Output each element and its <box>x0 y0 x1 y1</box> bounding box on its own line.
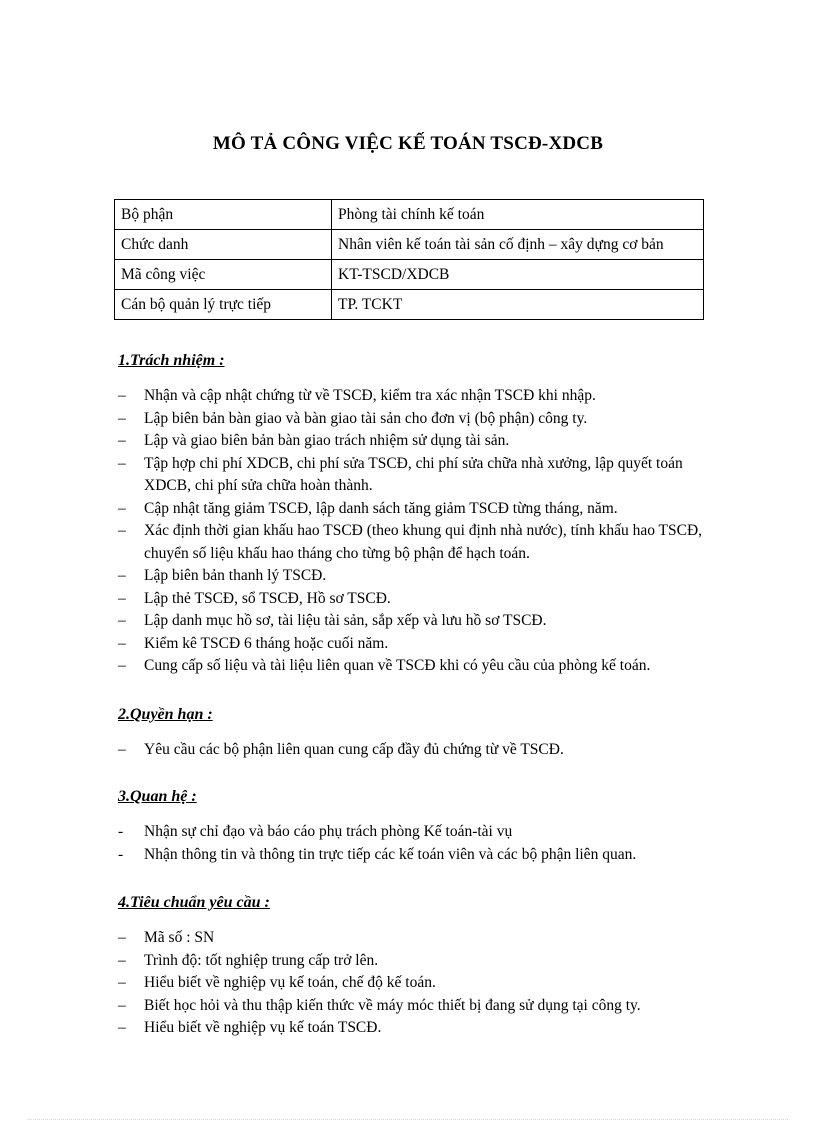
requirements-list <box>118 927 718 1040</box>
list-item: – Lập thẻ TSCĐ, sổ TSCĐ, Hồ sơ TSCĐ. <box>118 589 391 607</box>
list-item: – Nhận và cập nhật chứng từ về TSCĐ, kiểm tra xác nhận TSCĐ khi nhập. <box>118 387 596 404</box>
section-relations <box>118 785 718 866</box>
list-item: – Biết học hỏi và thu thập kiến thức về máy móc thiết bị đang sử dụng tại công ty. <box>118 996 641 1014</box>
section-heading: 4.Tiêu chuẩn yêu cầu : <box>118 894 270 911</box>
responsibilities-list <box>118 385 718 678</box>
table-label-cell: Chức danh <box>115 230 332 260</box>
list-item: – Xác định thời gian khấu hao TSCĐ (theo khung qui định nhà nước), tính khấu hao TSCĐ, chuyển số liệu khấu hao tháng cho từng bộ phận để hạch toán. <box>118 522 703 562</box>
list-item: – Lập danh mục hồ sơ, tài liệu tài sản, sắp xếp và lưu hồ sơ TSCĐ. <box>118 612 547 629</box>
list-item: – Yêu cầu các bộ phận liên quan cung cấp đầy đủ chứng từ về TSCĐ. <box>118 741 564 758</box>
list-item: – Cập nhật tăng giảm TSCĐ, lập danh sách tăng giảm TSCĐ từng tháng, năm. <box>118 499 618 517</box>
section-requirements <box>118 891 718 1040</box>
list-item: – Mã số : SN <box>118 929 215 946</box>
list-item: – Kiểm kê TSCĐ 6 tháng hoặc cuối năm. <box>118 634 389 652</box>
section-heading: 1.Trách nhiệm : <box>118 352 225 369</box>
list-item: – Lập biên bản thanh lý TSCĐ. <box>118 567 327 584</box>
job-info-table <box>114 199 704 320</box>
section-heading: 3.Quan hệ : <box>118 788 197 805</box>
document-title: MÔ TẢ CÔNG VIỆC KẾ TOÁN TSCĐ-XDCB <box>212 133 604 154</box>
page-bottom-divider <box>28 1119 788 1120</box>
table-row <box>115 260 704 290</box>
section-authority <box>118 703 718 762</box>
table-row <box>115 200 704 230</box>
list-item: – Tập hợp chi phí XDCB, chi phí sửa TSCĐ, chi phí sửa chữa nhà xưởng, lập quyết toán XDCB, chi phí sửa chữa hoàn thành. <box>118 454 683 494</box>
list-item: – Hiểu biết về nghiệp vụ kế toán, chế độ kế toán. <box>118 974 436 991</box>
table-label-cell: Mã công việc <box>115 260 332 290</box>
list-item: - Nhận thông tin và thông tin trực tiếp các kế toán viên và các bộ phận liên quan. <box>118 845 637 863</box>
list-item: – Cung cấp số liệu và tài liệu liên quan về TSCĐ khi có yêu cầu của phòng kế toán. <box>118 657 651 674</box>
table-value-cell: Nhân viên kế toán tài sản cố định – xây dựng cơ bản <box>332 230 704 260</box>
list-item: - Nhận sự chỉ đạo và báo cáo phụ trách phòng Kế toán-tài vụ <box>118 823 513 840</box>
table-label-cell: Bộ phận <box>115 200 332 230</box>
list-item: – Trình độ: tốt nghiệp trung cấp trở lên. <box>118 951 379 969</box>
section-responsibilities <box>118 349 718 678</box>
list-item: – Hiểu biết về nghiệp vụ kế toán TSCĐ. <box>118 1019 382 1036</box>
table-label-cell: Cán bộ quản lý trực tiếp <box>115 290 332 320</box>
table-row <box>115 290 704 320</box>
list-item: – Lập biên bản bàn giao và bàn giao tài sản cho đơn vị (bộ phận) công ty. <box>118 409 588 427</box>
table-row <box>115 230 704 260</box>
table-value-cell: Phòng tài chính kế toán <box>332 200 704 230</box>
list-item: – Lập và giao biên bản bàn giao trách nhiệm sử dụng tài sản. <box>118 432 510 449</box>
table-value-cell: TP. TCKT <box>332 290 704 320</box>
section-heading: 2.Quyền hạn : <box>118 706 213 723</box>
relations-list <box>118 821 718 866</box>
authority-list <box>118 739 718 762</box>
table-value-cell: KT-TSCD/XDCB <box>332 260 704 290</box>
